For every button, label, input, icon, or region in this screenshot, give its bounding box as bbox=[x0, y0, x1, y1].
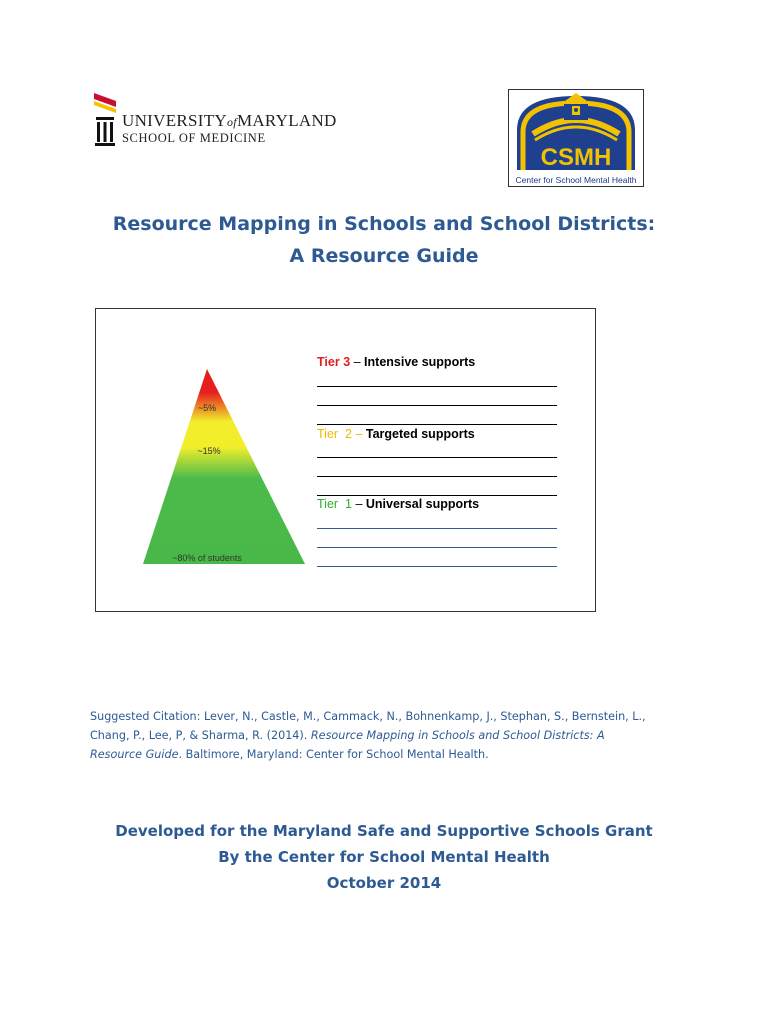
pyramid-base-label: ~80% of students bbox=[172, 553, 242, 563]
date-line: October 2014 bbox=[326, 874, 442, 892]
csmh-caption: Center for School Mental Health bbox=[515, 175, 637, 185]
tier-pyramid bbox=[137, 367, 365, 567]
tier-3-desc: Intensive supports bbox=[364, 355, 476, 369]
tier-1-prefix: Tier bbox=[317, 497, 339, 511]
tier-1-blank-line bbox=[317, 547, 557, 548]
suggested-citation bbox=[90, 707, 660, 764]
csmh-schoolhouse-icon bbox=[509, 90, 643, 176]
document-title bbox=[0, 208, 768, 272]
pyramid-shape bbox=[143, 369, 305, 564]
citation-authors: Suggested Citation: Lever, N., Castle, M., Cammack, N., Bohnenkamp, J., Stephan, S., Bernstein, L., Chang, P., Lee, P, & Sharma, R. (2014). bbox=[90, 710, 646, 742]
umd-columns-icon bbox=[94, 93, 116, 151]
tier-3-blank-line bbox=[317, 424, 557, 425]
tier-1-label bbox=[317, 497, 479, 511]
tier-2-blank-line bbox=[317, 457, 557, 458]
tier-3-number: 3 bbox=[343, 355, 351, 369]
title-line-1: Resource Mapping in Schools and School Districts: bbox=[112, 213, 656, 235]
pyramid-mid-label: ~15% bbox=[197, 446, 221, 456]
developer-line: By the Center for School Mental Health bbox=[218, 848, 550, 866]
tier-2-desc: Targeted supports bbox=[365, 427, 475, 441]
tier-3-blank-line bbox=[317, 405, 557, 406]
development-credit bbox=[0, 818, 768, 896]
citation-publisher: . Baltimore, Maryland: Center for School Mental Health. bbox=[178, 748, 489, 761]
tier-3-separator: – bbox=[350, 355, 365, 369]
tier-2-number: 2 bbox=[345, 427, 352, 441]
tier-2-separator: – bbox=[351, 427, 366, 441]
tier-1-blank-line bbox=[317, 528, 557, 529]
grant-line: Developed for the Maryland Safe and Supportive Schools Grant bbox=[115, 822, 653, 840]
umd-school-name: SCHOOL OF MEDICINE bbox=[122, 131, 266, 145]
tier-1-desc: Universal supports bbox=[365, 497, 480, 511]
tier-3-prefix: Tier bbox=[317, 355, 340, 369]
tier-2-label bbox=[317, 427, 475, 441]
tier-diagram bbox=[95, 308, 596, 612]
tier-2-blank-line bbox=[317, 476, 557, 477]
title-line-2: A Resource Guide bbox=[289, 245, 479, 267]
tier-1-blank-line bbox=[317, 566, 557, 567]
citation-title: Resource Mapping in Schools and School Districts: A Resource Guide bbox=[90, 729, 605, 761]
tier-1-number: 1 bbox=[345, 497, 352, 511]
csmh-abbr: CSMH bbox=[540, 144, 612, 171]
pyramid-top-label: ~5% bbox=[197, 403, 217, 413]
tier-2-blank-line bbox=[317, 495, 557, 496]
tier-2-prefix: Tier bbox=[317, 427, 339, 441]
tier-3-blank-line bbox=[317, 386, 557, 387]
tier-3-label bbox=[317, 355, 475, 369]
csmh-logo bbox=[508, 89, 644, 187]
tier-1-separator: – bbox=[351, 497, 366, 511]
umd-school-of-medicine-logo bbox=[94, 93, 337, 153]
umd-name: UNIVERSITYofMARYLAND bbox=[122, 111, 337, 130]
